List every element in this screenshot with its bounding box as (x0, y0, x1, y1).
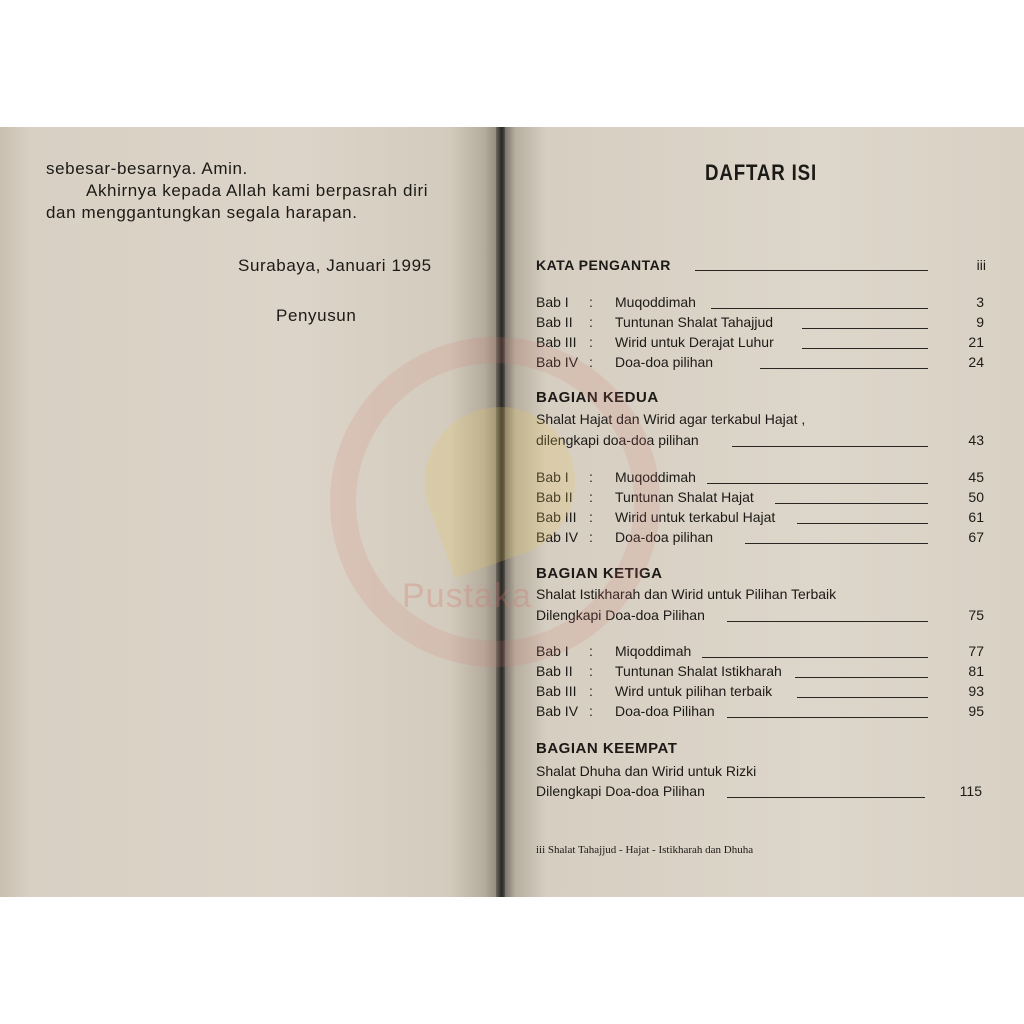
toc-page-number: 24 (968, 354, 984, 370)
toc-bab-label: Bab IV (536, 354, 579, 370)
toc-chapter-title: Miqoddimah (615, 643, 692, 659)
toc-desc-line: Shalat Istikharah dan Wirid untuk Pilihan Terbaik (536, 586, 837, 602)
toc-heading-bagian-ketiga: BAGIAN KETIGA (536, 565, 663, 582)
toc-bab-label: Bab IV (536, 529, 579, 545)
toc-page-number: 75 (968, 607, 984, 623)
toc-chapter-title: Muqoddimah (615, 294, 696, 310)
toc-page-number: 93 (968, 683, 984, 699)
toc-chapter-title: Wirid untuk Derajat Luhur (615, 334, 774, 350)
left-page (0, 127, 499, 897)
toc-kata-pengantar-label: KATA PENGANTAR (536, 257, 671, 273)
toc-page-number: 43 (968, 432, 984, 448)
toc-leader (802, 328, 928, 329)
toc-leader (707, 483, 928, 484)
preface-signature: Penyusun (276, 306, 357, 325)
right-page (505, 127, 1024, 897)
toc-colon: : (589, 334, 593, 350)
running-footer: iii Shalat Tahajjud - Hajat - Istikharah dan Dhuha (536, 844, 754, 856)
preface-line-2: Akhirnya kepada Allah kami berpasrah diri (86, 181, 429, 200)
toc-colon: : (589, 529, 593, 545)
toc-leader (727, 797, 925, 798)
toc-chapter-title: Wirid untuk terkabul Hajat (615, 509, 776, 525)
toc-leader (760, 368, 928, 369)
toc-leader (732, 446, 928, 447)
toc-page-number: 45 (968, 469, 984, 485)
toc-desc-line: Shalat Hajat dan Wirid agar terkabul Hajat , (536, 411, 806, 427)
toc-bab-label: Bab I (536, 469, 569, 485)
toc-bab-label: Bab III (536, 683, 577, 699)
toc-leader (775, 503, 928, 504)
toc-colon: : (589, 469, 593, 485)
toc-page-number: 3 (976, 294, 984, 310)
toc-page-number: 81 (968, 663, 984, 679)
toc-desc-line: Shalat Dhuha dan Wirid untuk Rizki (536, 763, 757, 779)
toc-desc-line: Dilengkapi Doa-doa Pilihan (536, 607, 705, 623)
preface-date: Surabaya, Januari 1995 (238, 256, 432, 275)
toc-leader (797, 697, 928, 698)
toc-chapter-title: Wird untuk pilihan terbaik (615, 683, 773, 699)
toc-desc-line: Dilengkapi Doa-doa Pilihan (536, 783, 705, 799)
toc-page-number: 50 (968, 489, 984, 505)
toc-chapter-title: Doa-doa pilihan (615, 354, 714, 370)
toc-leader (802, 348, 928, 349)
toc-title: DAFTAR ISI (705, 160, 818, 185)
toc-heading-bagian-keempat: BAGIAN KEEMPAT (536, 740, 678, 757)
toc-leader (695, 270, 928, 271)
toc-bab-label: Bab II (536, 663, 573, 679)
toc-chapter-title: Doa-doa pilihan (615, 529, 714, 545)
toc-bab-label: Bab I (536, 294, 569, 310)
toc-chapter-title: Tuntunan Shalat Hajat (615, 489, 754, 505)
preface-line-3: dan menggantungkan segala harapan. (46, 203, 358, 222)
toc-bab-label: Bab III (536, 334, 577, 350)
toc-colon: : (589, 683, 593, 699)
toc-leader (711, 308, 928, 309)
toc-bab-label: Bab II (536, 314, 573, 330)
preface-line-1: sebesar-besarnya. Amin. (46, 159, 248, 178)
toc-page-number: 115 (959, 783, 982, 799)
toc-page-number: 61 (968, 509, 984, 525)
toc-colon: : (589, 643, 593, 659)
toc-chapter-title: Muqoddimah (615, 469, 696, 485)
toc-leader (797, 523, 928, 524)
toc-desc-line: dilengkapi doa-doa pilihan (536, 432, 699, 448)
toc-page-number: 21 (968, 334, 984, 350)
toc-bab-label: Bab II (536, 489, 573, 505)
toc-colon: : (589, 703, 593, 719)
book-spread (0, 127, 1024, 897)
toc-leader (702, 657, 928, 658)
toc-leader (795, 677, 928, 678)
toc-chapter-title: Tuntunan Shalat Tahajjud (615, 314, 774, 330)
toc-bab-label: Bab III (536, 509, 577, 525)
toc-leader (727, 621, 928, 622)
toc-colon: : (589, 294, 593, 310)
toc-colon: : (589, 314, 593, 330)
toc-page-number: 67 (968, 529, 984, 545)
toc-page-number: 95 (968, 703, 984, 719)
toc-colon: : (589, 509, 593, 525)
toc-colon: : (589, 663, 593, 679)
toc-page-number: iii (976, 257, 986, 273)
watermark-text: Pustaka (402, 577, 532, 615)
toc-page-number: 77 (968, 643, 984, 659)
toc-colon: : (589, 354, 593, 370)
toc-bab-label: Bab I (536, 643, 569, 659)
toc-leader (745, 543, 928, 544)
toc-colon: : (589, 489, 593, 505)
toc-heading-bagian-kedua: BAGIAN KEDUA (536, 389, 659, 406)
toc-chapter-title: Tuntunan Shalat Istikharah (615, 663, 782, 679)
toc-page-number: 9 (976, 314, 984, 330)
toc-leader (727, 717, 928, 718)
toc-chapter-title: Doa-doa Pilihan (615, 703, 715, 719)
toc-bab-label: Bab IV (536, 703, 579, 719)
